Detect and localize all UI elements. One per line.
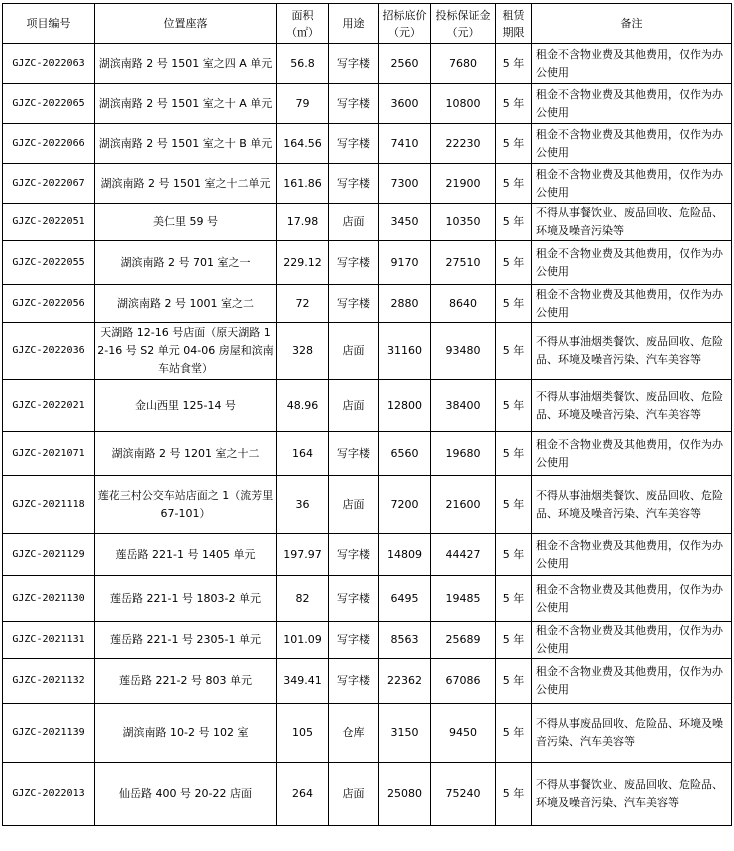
- header-use: 用途: [329, 4, 379, 44]
- row-area: 161.86: [277, 164, 329, 204]
- row-note: 不得从事油烟类餐饮、废品回收、危险品、环境及噪音污染、汽车美容等: [532, 476, 732, 534]
- header-note: 备注: [532, 4, 732, 44]
- row-use: 写字楼: [329, 432, 379, 476]
- row-base-price: 12800: [379, 380, 431, 432]
- row-deposit: 19680: [431, 432, 496, 476]
- row-deposit: 93480: [431, 323, 496, 380]
- row-use: 写字楼: [329, 241, 379, 285]
- row-code: GJZC-2022056: [3, 285, 95, 323]
- row-term: 5 年: [496, 659, 532, 704]
- row-base-price: 6560: [379, 432, 431, 476]
- row-base-price: 3450: [379, 204, 431, 241]
- table-row: [3, 164, 732, 204]
- table-row: [3, 576, 732, 622]
- table-row: [3, 124, 732, 164]
- row-use: 写字楼: [329, 164, 379, 204]
- table-row: [3, 323, 732, 380]
- row-note: 不得从事油烟类餐饮、废品回收、危险品、环境及噪音污染、汽车美容等: [532, 323, 732, 380]
- row-note: 租金不含物业费及其他费用，仅作为办公使用: [532, 576, 732, 622]
- row-area: 101.09: [277, 622, 329, 659]
- row-code: GJZC-2022055: [3, 241, 95, 285]
- row-area: 264: [277, 763, 329, 826]
- row-term: 5 年: [496, 241, 532, 285]
- row-area: 48.96: [277, 380, 329, 432]
- row-location: 湖滨南路 2 号 1501 室之十二单元: [95, 164, 277, 204]
- header-area: 面积（㎡）: [277, 4, 329, 44]
- row-location: 金山西里 125-14 号: [95, 380, 277, 432]
- row-code: GJZC-2022036: [3, 323, 95, 380]
- row-location: 莲岳路 221-2 号 803 单元: [95, 659, 277, 704]
- row-deposit: 8640: [431, 285, 496, 323]
- row-code: GJZC-2022051: [3, 204, 95, 241]
- row-area: 164.56: [277, 124, 329, 164]
- row-deposit: 67086: [431, 659, 496, 704]
- row-deposit: 75240: [431, 763, 496, 826]
- row-location: 美仁里 59 号: [95, 204, 277, 241]
- row-use: 写字楼: [329, 576, 379, 622]
- row-use: 店面: [329, 323, 379, 380]
- row-base-price: 6495: [379, 576, 431, 622]
- table-row: [3, 476, 732, 534]
- row-code: GJZC-2022013: [3, 763, 95, 826]
- row-code: GJZC-2021132: [3, 659, 95, 704]
- row-use: 写字楼: [329, 44, 379, 84]
- row-area: 105: [277, 704, 329, 763]
- table-row: [3, 704, 732, 763]
- row-term: 5 年: [496, 534, 532, 576]
- row-code: GJZC-2021139: [3, 704, 95, 763]
- row-base-price: 22362: [379, 659, 431, 704]
- row-code: GJZC-2022063: [3, 44, 95, 84]
- row-term: 5 年: [496, 44, 532, 84]
- row-deposit: 19485: [431, 576, 496, 622]
- row-term: 5 年: [496, 432, 532, 476]
- row-deposit: 44427: [431, 534, 496, 576]
- row-base-price: 8563: [379, 622, 431, 659]
- row-note: 不得从事废品回收、危险品、环境及噪音污染、汽车美容等: [532, 704, 732, 763]
- row-use: 仓库: [329, 704, 379, 763]
- header-row: [3, 4, 732, 44]
- row-term: 5 年: [496, 285, 532, 323]
- row-term: 5 年: [496, 323, 532, 380]
- row-base-price: 7300: [379, 164, 431, 204]
- header-deposit: 投标保证金（元）: [431, 4, 496, 44]
- row-term: 5 年: [496, 476, 532, 534]
- row-note: 租金不含物业费及其他费用，仅作为办公使用: [532, 164, 732, 204]
- table-row: [3, 84, 732, 124]
- row-note: 租金不含物业费及其他费用，仅作为办公使用: [532, 622, 732, 659]
- row-area: 56.8: [277, 44, 329, 84]
- row-term: 5 年: [496, 576, 532, 622]
- table-row: [3, 380, 732, 432]
- row-deposit: 21900: [431, 164, 496, 204]
- row-use: 店面: [329, 204, 379, 241]
- row-location: 湖滨南路 2 号 1501 室之四 A 单元: [95, 44, 277, 84]
- table-row: [3, 285, 732, 323]
- row-code: GJZC-2021071: [3, 432, 95, 476]
- row-use: 写字楼: [329, 124, 379, 164]
- row-area: 349.41: [277, 659, 329, 704]
- row-use: 店面: [329, 380, 379, 432]
- row-base-price: 25080: [379, 763, 431, 826]
- header-base-price: 招标底价（元）: [379, 4, 431, 44]
- table-row: [3, 44, 732, 84]
- row-base-price: 2880: [379, 285, 431, 323]
- table-row: [3, 534, 732, 576]
- header-location: 位置座落: [95, 4, 277, 44]
- row-code: GJZC-2021131: [3, 622, 95, 659]
- row-base-price: 14809: [379, 534, 431, 576]
- header-code: 项目编号: [3, 4, 95, 44]
- row-base-price: 3150: [379, 704, 431, 763]
- row-area: 229.12: [277, 241, 329, 285]
- row-area: 17.98: [277, 204, 329, 241]
- row-location: 莲花三村公交车站店面之 1（流芳里 67-101）: [95, 476, 277, 534]
- table-body: [3, 44, 732, 826]
- row-location: 莲岳路 221-1 号 2305-1 单元: [95, 622, 277, 659]
- table-row: [3, 763, 732, 826]
- row-use: 写字楼: [329, 285, 379, 323]
- row-note: 租金不含物业费及其他费用，仅作为办公使用: [532, 84, 732, 124]
- row-use: 写字楼: [329, 84, 379, 124]
- row-area: 82: [277, 576, 329, 622]
- row-term: 5 年: [496, 704, 532, 763]
- row-code: GJZC-2021130: [3, 576, 95, 622]
- row-code: GJZC-2021129: [3, 534, 95, 576]
- row-base-price: 9170: [379, 241, 431, 285]
- row-deposit: 7680: [431, 44, 496, 84]
- row-location: 湖滨南路 2 号 1501 室之十 A 单元: [95, 84, 277, 124]
- tender-table: [2, 3, 732, 826]
- row-deposit: 9450: [431, 704, 496, 763]
- row-code: GJZC-2022021: [3, 380, 95, 432]
- row-area: 36: [277, 476, 329, 534]
- row-base-price: 7410: [379, 124, 431, 164]
- row-deposit: 10350: [431, 204, 496, 241]
- row-deposit: 38400: [431, 380, 496, 432]
- row-term: 5 年: [496, 204, 532, 241]
- row-code: GJZC-2022066: [3, 124, 95, 164]
- row-term: 5 年: [496, 124, 532, 164]
- row-base-price: 31160: [379, 323, 431, 380]
- row-use: 写字楼: [329, 659, 379, 704]
- row-area: 164: [277, 432, 329, 476]
- row-location: 莲岳路 221-1 号 1405 单元: [95, 534, 277, 576]
- row-location: 湖滨南路 10-2 号 102 室: [95, 704, 277, 763]
- row-code: GJZC-2021118: [3, 476, 95, 534]
- row-base-price: 3600: [379, 84, 431, 124]
- row-area: 72: [277, 285, 329, 323]
- row-base-price: 7200: [379, 476, 431, 534]
- row-term: 5 年: [496, 380, 532, 432]
- table-row: [3, 659, 732, 704]
- row-location: 湖滨南路 2 号 1501 室之十 B 单元: [95, 124, 277, 164]
- row-note: 不得从事餐饮业、废品回收、危险品、环境及噪音污染等: [532, 204, 732, 241]
- row-note: 租金不含物业费及其他费用，仅作为办公使用: [532, 432, 732, 476]
- table-row: [3, 432, 732, 476]
- row-code: GJZC-2022067: [3, 164, 95, 204]
- row-location: 湖滨南路 2 号 1001 室之二: [95, 285, 277, 323]
- row-note: 租金不含物业费及其他费用，仅作为办公使用: [532, 44, 732, 84]
- row-term: 5 年: [496, 164, 532, 204]
- row-location: 湖滨南路 2 号 1201 室之十二: [95, 432, 277, 476]
- row-note: 租金不含物业费及其他费用，仅作为办公使用: [532, 534, 732, 576]
- row-note: 不得从事餐饮业、废品回收、危险品、环境及噪音污染、汽车美容等: [532, 763, 732, 826]
- row-base-price: 2560: [379, 44, 431, 84]
- row-deposit: 27510: [431, 241, 496, 285]
- row-use: 写字楼: [329, 622, 379, 659]
- row-use: 店面: [329, 763, 379, 826]
- row-deposit: 10800: [431, 84, 496, 124]
- row-note: 租金不含物业费及其他费用，仅作为办公使用: [532, 124, 732, 164]
- row-note: 租金不含物业费及其他费用，仅作为办公使用: [532, 659, 732, 704]
- row-deposit: 25689: [431, 622, 496, 659]
- row-location: 天湖路 12-16 号店面（原天湖路 12-16 号 S2 单元 04-06 房屋和滨南车站食堂）: [95, 323, 277, 380]
- row-location: 仙岳路 400 号 20-22 店面: [95, 763, 277, 826]
- row-note: 不得从事油烟类餐饮、废品回收、危险品、环境及噪音污染、汽车美容等: [532, 380, 732, 432]
- table-row: [3, 241, 732, 285]
- row-use: 写字楼: [329, 534, 379, 576]
- row-area: 79: [277, 84, 329, 124]
- row-location: 莲岳路 221-1 号 1803-2 单元: [95, 576, 277, 622]
- table-row: [3, 204, 732, 241]
- row-note: 租金不含物业费及其他费用，仅作为办公使用: [532, 241, 732, 285]
- row-deposit: 22230: [431, 124, 496, 164]
- row-use: 店面: [329, 476, 379, 534]
- row-area: 328: [277, 323, 329, 380]
- row-term: 5 年: [496, 84, 532, 124]
- row-code: GJZC-2022065: [3, 84, 95, 124]
- row-term: 5 年: [496, 763, 532, 826]
- row-area: 197.97: [277, 534, 329, 576]
- row-location: 湖滨南路 2 号 701 室之一: [95, 241, 277, 285]
- row-term: 5 年: [496, 622, 532, 659]
- table-row: [3, 622, 732, 659]
- header-term: 租赁期限: [496, 4, 532, 44]
- row-deposit: 21600: [431, 476, 496, 534]
- row-note: 租金不含物业费及其他费用，仅作为办公使用: [532, 285, 732, 323]
